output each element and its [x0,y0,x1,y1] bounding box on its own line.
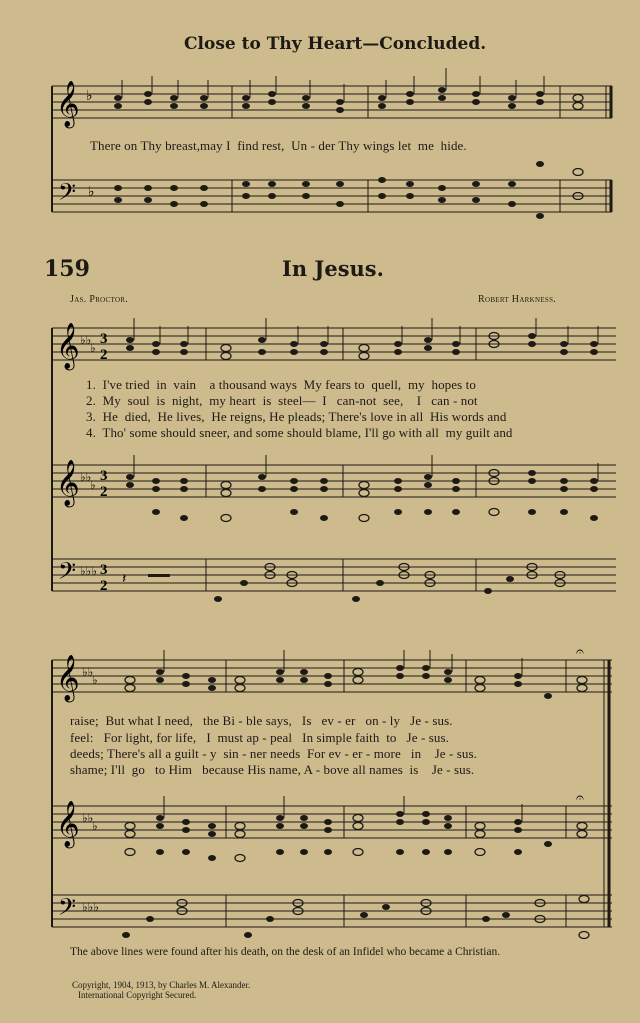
svg-text:3: 3 [100,562,108,578]
svg-text:3: 3 [100,468,108,484]
svg-text:𝄢: 𝄢 [58,557,77,590]
hymn-title: In Jesus. [282,256,384,281]
svg-text:𝄞: 𝄞 [56,460,80,506]
prev-treble-notes [114,87,544,113]
copyright-line: Copyright, 1904, 1913, by Charles M. Alexander. [72,980,251,990]
svg-text:♭♭: ♭♭ [82,665,94,679]
svg-text:♭♭♭: ♭♭♭ [80,564,97,578]
svg-text:𝄞: 𝄞 [56,323,80,369]
hymn-composer: Robert Harkness. [478,294,557,305]
svg-text:𝄐: 𝄐 [576,791,584,806]
svg-text:2: 2 [100,484,108,500]
svg-text:♭♭♭: ♭♭♭ [82,900,99,914]
svg-text:♭: ♭ [90,478,96,492]
svg-text:♭♭: ♭♭ [80,333,92,347]
svg-text:𝄢: 𝄢 [58,178,77,211]
copyright-secured: International Copyright Secured. [78,990,197,1000]
svg-text:♭: ♭ [88,185,95,200]
svg-text:𝄢: 𝄢 [58,893,77,926]
prev-treble-halfnotes [573,95,583,110]
svg-text:♭: ♭ [92,819,98,833]
svg-text:♭: ♭ [92,673,98,687]
prev-hymn-title: Close to Thy Heart—Concluded. [184,34,487,54]
svg-text:2: 2 [100,578,108,594]
svg-text:𝄞: 𝄞 [56,81,80,127]
svg-text:♭: ♭ [90,341,96,355]
svg-text:♭: ♭ [86,89,93,104]
verse-4-part-a: 4. Tho' some should sneer, and some should blame, I'll go with all my guilt and [86,425,513,440]
svg-text:𝄽: 𝄽 [122,572,127,587]
svg-text:𝄞: 𝄞 [56,655,80,701]
footnote: The above lines were found after his death, on the desk of an Infidel who became a Christian. [70,946,501,958]
prev-hymn-lyric: There on Thy breast,may I find rest, Un - der Thy wings let me hide. [90,138,467,153]
hymn-author: Jas. Proctor. [70,294,129,305]
svg-text:𝄞: 𝄞 [56,801,80,847]
verse-3-part-b: deeds; There's all a guilt - y sin - ner needs For ev - er - more in Je - sus. [70,746,477,761]
verse-1-part-b: raise; But what I need, the Bi - ble says, Is ev - er on - ly Je - sus. [70,713,453,728]
svg-text:2: 2 [100,347,108,363]
hymn-number: 159 [44,256,90,282]
verse-1-part-a: 1. I've tried in vain a thousand ways My fears to quell, my hopes to [86,377,476,392]
verse-2-part-a: 2. My soul is night, my heart is steel— I can-not see, I can - not [86,393,478,408]
svg-text:♭♭: ♭♭ [80,470,92,484]
verse-2-part-b: feel: For light, for life, I must ap - peal In simple faith to Je - sus. [70,730,449,745]
verse-4-part-b: shame; I'll go to Him because His name, A - bove all names is Je - sus. [70,762,475,777]
verse-3-part-a: 3. He died, He lives, He reigns, He pleads; There's love in all His words and [86,409,507,424]
svg-text:♭♭: ♭♭ [82,811,94,825]
svg-text:𝄐: 𝄐 [576,645,584,660]
svg-text:3: 3 [100,331,108,347]
